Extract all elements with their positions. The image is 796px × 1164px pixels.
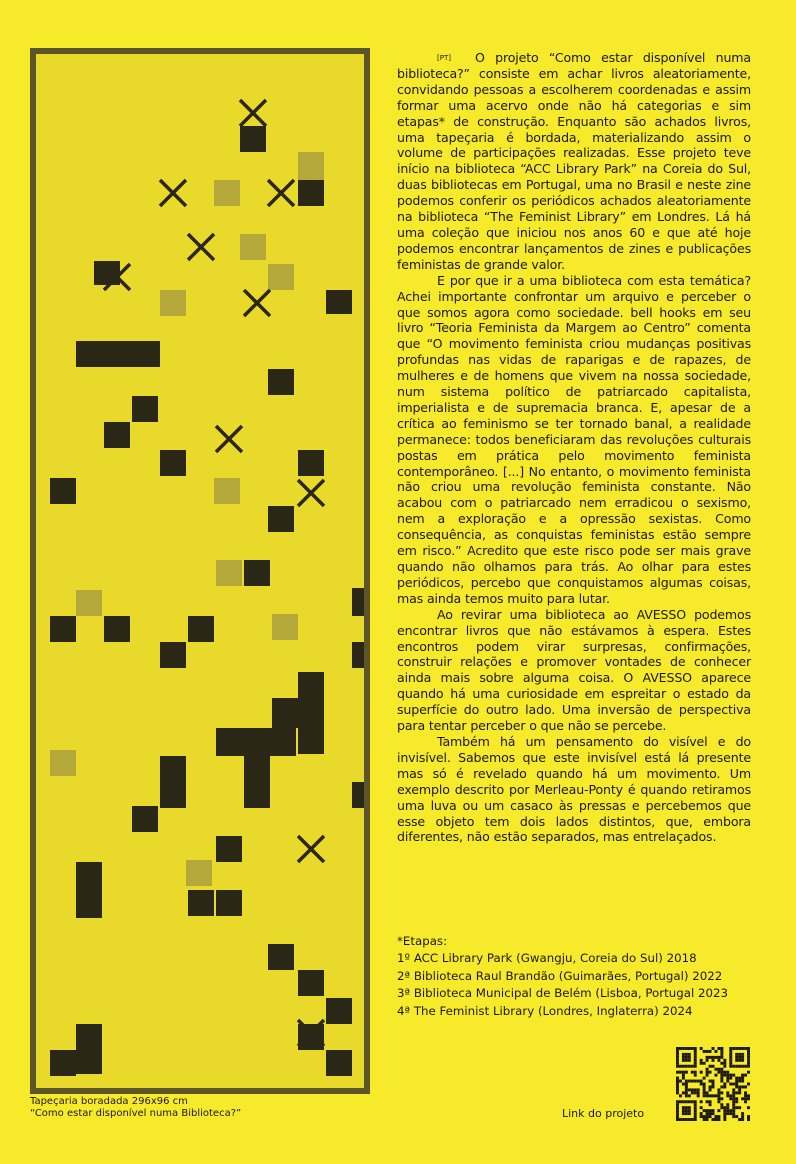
stitch-square [76,862,102,918]
stitch-square [214,180,240,206]
stitch-square [352,588,364,616]
stitch-square [352,642,364,668]
stitch-square [188,616,214,642]
qr-code[interactable] [676,1047,750,1121]
stitch-cross [160,180,186,206]
stitch-square [216,890,242,916]
stitch-square [104,616,130,642]
paragraph-1: [PT] O projeto “Como estar disponível numa biblioteca?” consiste em achar livros aleatoriamente, convidando pessoas a escolherem coordenadas e assim formar uma acervo onde não há categorias e sim etapas* de construção. Enquanto são achados livros, uma tapeçaria é bordada, materializando assim o volume de participações realizadas. Esse projeto teve início na biblioteca “ACC Library Park” na Coreia do Sul, duas bibliotecas em Portugal, uma no Brasil e neste zine podemos conferir os periódicos achados aleatoriamente na biblioteca “The Feminist Library” em Londres. Lá há uma coleção que iniciou nos anos 60 e que até hoje podemos encontrar lançamentos de zines e publicações feministas de grande valor. [397,50,751,272]
stitch-cross [216,426,242,452]
stitch-square [326,998,352,1024]
stitch-square [160,642,186,668]
stitch-square [216,836,242,862]
stitch-square [50,616,76,642]
stage-item: 1º ACC Library Park (Gwangju, Coreia do Sul) 2018 [397,951,697,966]
paragraph-2: E por que ir a uma biblioteca com esta temática? Achei importante confrontar um arquivo e perceber o que somos agora como sociedade. bell hooks em seu livro “Teoria Feminista da Margem ao Centro” comenta que “O movimento feminista criou mudanças positivas profundas nas vidas de raparigas e de rapazes, de mulheres e de homens que vivem na nossa sociedade, num sistema político de patriarcado capitalista, imperialista e de supremacia branca. E, apesar de a crítica ao feminismo se ter tornado banal, a realidade permanece: todos beneficiaram das revoluções culturais postas em prática pelo movimento feminista contemporâneo. [...] No entanto, o movimento feminista não criou uma revolução feminista constante. Não acabou com o patriarcado nem erradicou o sexismo, nem a exploração e a opressão sexistas. Como consequência, as conquistas feministas estão sempre em risco.” Acredito que este risco pode ser mais grave quando não olhamos para trás. Ao olhar para estes periódicos, percebo que conquistamos algumas coisas, mas ainda temos muito para lutar. [397,272,751,606]
stitch-square [160,756,186,808]
stitch-square [298,180,324,206]
language-tag: [PT] [437,54,451,62]
stitch-square [216,560,242,586]
tapestry-pattern [36,54,364,1088]
stitch-square [298,970,324,996]
stitch-square [268,506,294,532]
stitch-square [298,1024,324,1050]
caption-line-1: Tapeçaria boradada 296x96 cm [30,1096,188,1107]
stage-item: 2ª Biblioteca Raul Brandão (Guimarães, Portugal) 2022 [397,968,723,983]
stages-title: *Etapas: [397,934,448,948]
paragraph-4: Também há um pensamento do visível e do invisível. Sabemos que este invisível está lá presente mas só é revelado quando há um movimento. Um exemplo descrito por Merleau-Ponty é quando retiramos uma luva ou um casaco às pressas e percebemos que esse objeto tem dois lados distintos, que, embora diferentes, não estão separados, mas entrelaçados. [397,733,751,845]
body-text [397,50,751,845]
stitch-square [132,806,158,832]
stitch-square [272,698,324,728]
stages-list [397,933,728,1020]
stitch-square [272,614,298,640]
stitch-cross [240,100,266,126]
stitch-square [240,126,266,152]
stitch-square [298,728,324,754]
stitch-square [50,750,76,776]
stitch-cross [244,290,270,316]
caption-line-2: “Como estar disponível numa Biblioteca?” [30,1108,242,1119]
stitch-square [160,450,186,476]
paragraph-3: Ao revirar uma biblioteca ao AVESSO podemos encontrar livros que não estávamos à espera. Estes encontros podem virar surpresas, confirmações, construir relações e promover vontades de conhecer ainda mais sobre alguma coisa. O AVESSO aparece quando há uma curiosidade em espreitar o estado da superfície do outro lado. Uma inversão de perspectiva para tentar perceber o que não se percebe. [397,606,751,734]
stitch-square [104,422,130,448]
stitch-square [214,478,240,504]
stitch-cross [298,480,324,506]
stitch-square [132,396,158,422]
stitch-square [298,152,324,180]
stitch-square [352,782,364,808]
stitch-square [244,560,270,586]
qr-label: Link do projeto [562,1107,645,1120]
stitch-square [298,450,324,476]
stitch-cross [268,180,294,206]
stitch-square [76,1024,102,1074]
stitch-square [298,672,324,698]
stitch-square [268,944,294,970]
tapestry-caption [30,1096,241,1120]
stitch-square [216,728,296,756]
stitch-square [186,860,212,886]
stitch-square [326,290,352,314]
stitch-square [50,1050,76,1076]
stitch-square [76,590,102,616]
stitch-cross [298,836,324,862]
stitch-square [160,290,186,316]
stage-item: 4ª The Feminist Library (Londres, Inglaterra) 2024 [397,1003,693,1018]
stitch-cross [188,234,214,260]
stitch-square [268,369,294,395]
tapestry-image [30,48,370,1094]
stitch-square [50,478,76,504]
stitch-square [326,1050,352,1076]
stitch-square [268,264,294,290]
stitch-square [240,234,266,260]
stage-item: 3ª Biblioteca Municipal de Belém (Lisboa, Portugal 2023 [397,986,728,1001]
stitch-square [188,890,214,916]
stitch-square [244,756,270,808]
stitch-square [76,341,160,367]
